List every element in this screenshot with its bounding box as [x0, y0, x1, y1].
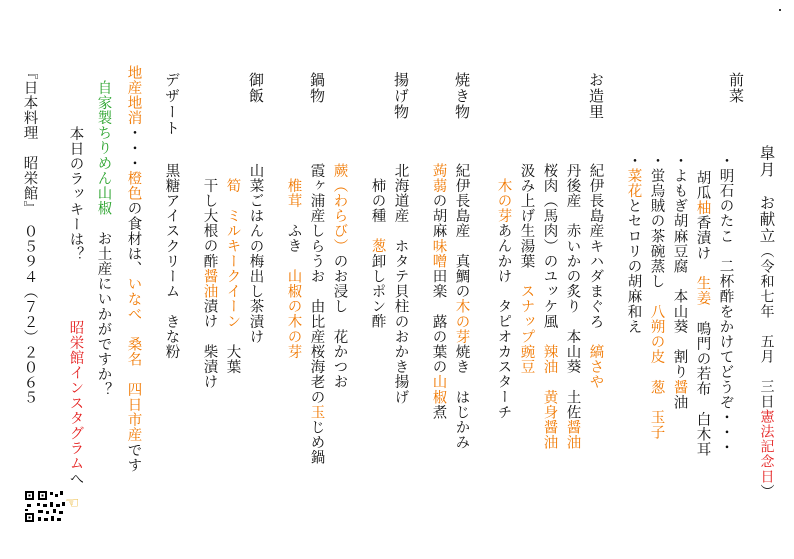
category-heading: [454, 72, 469, 120]
highlighted-text: 醤: [671, 379, 688, 395]
menu-line: [309, 163, 324, 465]
menu-line: [96, 80, 111, 397]
text-segment: 卸しポン酢: [369, 253, 386, 330]
text-segment: とセロリの胡麻和え: [625, 198, 642, 335]
highlighted-text: 醤油: [564, 419, 581, 450]
text-segment: 干し大根の酢: [201, 178, 218, 269]
highlighted-text: 葱: [648, 379, 665, 395]
text-segment: 焼き はじかみ: [453, 344, 470, 450]
text-segment: 桜肉（馬肉）のユッケ風: [541, 163, 558, 345]
menu-line: [542, 163, 557, 450]
text-segment: 田楽 蕗の葉の: [430, 268, 447, 375]
highlighted-text: 縞さや: [587, 344, 604, 390]
text-segment: お造里: [587, 72, 605, 120]
text-segment: 北海道産 ホタテ貝柱のおかき揚げ: [392, 163, 409, 405]
menu-line: [164, 163, 179, 359]
highlighted-text: 山椒の木の芽: [285, 268, 302, 360]
highlighted-text: 昭栄館インスタグラム: [67, 320, 84, 471]
highlighted-text: 葱: [369, 238, 386, 254]
highlighted-text: 八朔の皮: [648, 304, 665, 365]
highlighted-text: 自家製ちりめん山椒: [95, 80, 112, 216]
highlighted-text: 生姜: [694, 275, 711, 306]
text-segment: デザート: [163, 72, 181, 136]
highlighted-text: 醤油: [201, 268, 218, 299]
text-segment: の胡麻: [430, 193, 447, 239]
text-segment: 揚げ物: [392, 72, 410, 120]
text-segment: 香漬け: [694, 215, 711, 276]
highlighted-text: スナップ豌豆: [518, 283, 535, 375]
text-segment: あんかけ タピオカスターチ: [495, 223, 512, 420]
text-segment: です: [125, 442, 142, 473]
highlighted-text: いなべ: [125, 276, 142, 322]
category-heading: [728, 72, 743, 104]
highlighted-text: 玉: [308, 404, 325, 420]
menu-line: [126, 65, 141, 473]
highlighted-text: 山椒: [430, 374, 447, 405]
text-segment: じめ鍋: [308, 419, 325, 466]
highlighted-text: 蒟蒻: [430, 163, 447, 194]
text-segment: 鍋物: [308, 72, 326, 104]
menu-line: [431, 163, 446, 420]
menu-line: [565, 163, 580, 450]
text-segment: [649, 364, 665, 379]
menu-line: [496, 178, 511, 420]
menu-line: [332, 163, 347, 390]
highlighted-text: 菜花: [625, 168, 642, 199]
highlighted-text: 四日市産: [125, 382, 142, 443]
highlighted-text: 蕨（わらび）: [331, 163, 348, 254]
category-heading: [588, 72, 603, 120]
text-segment: のお浸し 花かつお: [331, 253, 348, 390]
text-segment: 『日本料理 昭栄館』 ０５９４（７２）２０６５: [21, 65, 38, 406]
text-segment: [126, 367, 142, 382]
text-segment: ・: [625, 153, 642, 169]
menu-line: [68, 320, 83, 486]
pointing-hand-icon: ☜: [65, 493, 80, 512]
text-segment: 胡瓜: [694, 170, 711, 201]
highlighted-text: 椎茸: [285, 178, 302, 209]
category-heading: [248, 72, 263, 104]
menu-line: [672, 153, 687, 410]
menu-line: [718, 153, 733, 455]
text-segment: 本日のラッキーは？: [67, 126, 84, 262]
qr-code-icon[interactable]: [24, 490, 66, 523]
text-segment: 鳴門の若布 白木耳: [694, 305, 711, 457]
text-segment: へ: [67, 471, 84, 487]
menu-line: [22, 65, 37, 405]
category-heading: [393, 72, 408, 120]
highlighted-text: 味噌: [430, 238, 447, 269]
highlighted-text: 辣油: [541, 344, 558, 375]
highlighted-text: 筍: [224, 178, 241, 194]
text-segment: 丹後産 赤いかの炙り 本山葵 土佐: [564, 163, 581, 420]
highlighted-text: 木の芽: [495, 178, 512, 224]
menu-line: [286, 178, 301, 359]
text-segment: 紀伊長島産 真鯛の: [453, 163, 470, 299]
text-segment: 霞ヶ浦産しらうお 由比産桜海老の: [308, 163, 325, 405]
text-segment: 柿の種: [369, 178, 386, 239]
highlighted-text: 黄身醤油: [541, 389, 558, 450]
text-segment: 黒糖アイスクリーム きな粉: [163, 163, 180, 360]
text-segment: 御飯: [247, 72, 265, 104]
text-segment: ・明石のたこ 二杯酢をかけてどうぞ・・・: [717, 153, 734, 455]
highlighted-text: 玉子: [648, 409, 665, 440]
text-segment: ふき: [285, 208, 302, 269]
menu-title: 皐月 お献立: [757, 145, 776, 244]
text-segment: [542, 374, 558, 389]
text-segment: 大葉: [224, 329, 241, 375]
menu-title-column: [758, 145, 774, 499]
menu-line: [454, 163, 469, 450]
menu-line: [370, 178, 385, 329]
menu-line: [649, 153, 664, 440]
text-segment: ・・・: [125, 125, 142, 171]
text-segment: お土産にいかがですか？: [95, 215, 112, 398]
text-segment: 漬け 柴漬け: [201, 298, 218, 390]
menu-date: （令和七年 五月 三日: [758, 244, 775, 409]
menu-line: [248, 163, 263, 344]
menu-line: [68, 126, 83, 262]
text-segment: 焼き物: [453, 72, 471, 120]
text-segment: の食材は、: [125, 200, 142, 277]
menu-line: [202, 178, 217, 389]
highlighted-text: 地産地消: [125, 65, 142, 126]
highlighted-text: 木の芽: [453, 298, 470, 345]
text-segment: [649, 395, 665, 410]
menu-line: [626, 153, 641, 334]
highlighted-text: 橙色: [125, 170, 142, 201]
text-segment: [225, 193, 241, 208]
menu-date-close: ）: [758, 484, 775, 499]
text-segment: 前菜: [727, 72, 745, 104]
holiday-name: 憲法記念日: [758, 409, 775, 484]
text-segment: ・よもぎ胡麻豆腐 本山葵 割り: [671, 153, 688, 380]
highlighted-text: ミルキークイーン: [224, 208, 241, 330]
text-segment: 煮: [430, 404, 447, 420]
text-segment: 山菜ごはんの梅出し茶漬け: [247, 163, 264, 345]
category-heading: [309, 72, 324, 104]
highlighted-text: 桑名: [125, 336, 142, 368]
menu-line: [695, 170, 710, 457]
text-segment: 汲み上げ生湯葉: [518, 163, 535, 284]
text-segment: 紀伊長島産キハダまぐろ: [587, 163, 604, 345]
category-heading: [164, 72, 179, 136]
highlighted-text: 柚: [694, 200, 711, 216]
text-segment: 油: [671, 394, 688, 410]
text-segment: ・蛍烏賊の茶碗蒸し: [648, 153, 665, 304]
menu-line: [588, 163, 603, 390]
corner-dot: [779, 9, 781, 11]
menu-line: [225, 178, 240, 374]
menu-line: [393, 163, 408, 405]
menu-line: [519, 163, 534, 374]
text-segment: [126, 322, 142, 337]
